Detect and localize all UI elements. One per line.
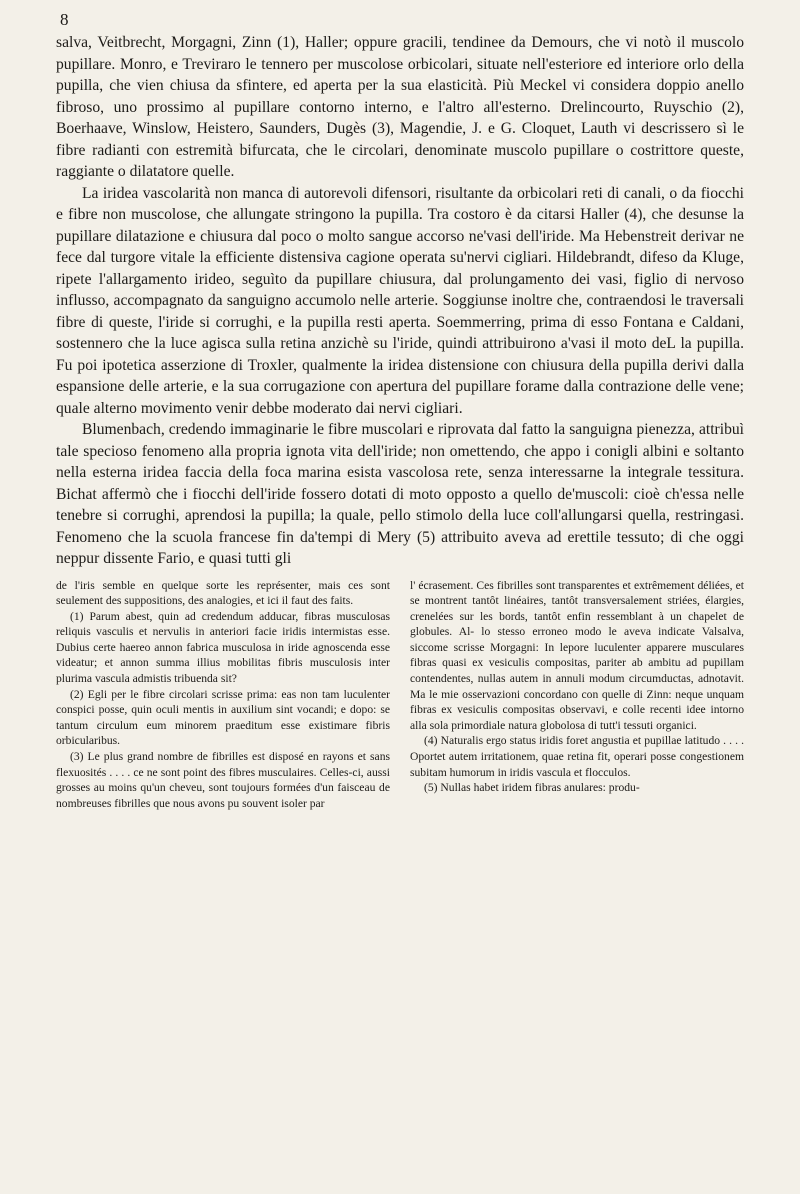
paragraph: La iridea vascolarità non manca di autorevoli difensori, risultante da orbicolari reti di canali, o da fiocchi e fibre non muscolose, che allungate stringono la pupilla. Tra costoro è da citarsi Haller (4), che desunse la pupillare dilatazione e chiusura dal poco o molto sangue accorso ne'vasi dell'iride. Ma Hebenstreit derivar ne fece dal turgore vitale la efficiente distensiva cagione operata su'nervi cigliari. Hildebrandt, difeso da Kluge, ripete l'allargamento irideo, seguìto da pupillare chiusura, dal prolungamento dei vasi, figlio di nervoso influsso, accompagnato da sanguigno accumolo nelle arterie. Soggiunse inoltre che, contraendosi le traversali fibre di queste, l'iride si corrughi, e la pupilla resti aperta. Soemmerring, prima di esso Fontana e Caldani, sostennero che la luce agisca sulla retina anzichè su l'iride, quindi attribuirono a'vasi il moto deL la pupilla. Fu poi ipotetica asserzione di Troxler, qualmente la iridea distensione con chiusura della pupilla derivi dalla espansione delle arterie, e la sua corrugazione con apertura del pupillare forame dalla contrazione delle vene; quale alterno movimento venir debbe moderato dai nervi cigliari.	[56, 184, 744, 417]
footnote: (1) Parum abest, quin ad credendum adducar, fibras musculosas reliquis vasculis et nervulis in anteriori facie iridis intermistas esse. Dubius certe haereo annon fabrica musculosa in iride agnoscenda esse videatur; et annon summa illius mobilitas fibris musculosis inter plurima vascula admistis tribuenda sit?	[56, 609, 390, 686]
paragraph: Blumenbach, credendo immaginarie le fibre muscolari e riprovata dal fatto la sanguigna pienezza, attribuì tale specioso fenomeno alla propria ignota vita dell'iride; non omettendo, che appo i conigli albini e soltanto nella esterna iridea faccia della foca marina esista vascolosa rete, senza interessarne la integrale tessitura. Bichat affermò che i fiocchi dell'iride fossero dotati di moto opposto a quello de'muscoli: cioè ch'essa nelle tenebre si corrughi, aprendosi la pupilla; la quale, pello stimolo della luce coll'allungarsi quella, restringasi. Fenomeno che la scuola francese fin da'tempi di Mery (5) attribuito aveva ad erettile tessuto; di che oggi neppur dissente Fario, e quasi tutti gli	[56, 421, 744, 567]
footnote: (5) Nullas habet iridem fibras anulares: produ-	[424, 781, 640, 795]
footnote: (4) Naturalis ergo status iridis foret angustia et pupillae latitudo . . . . Oportet autem irritationem, quae retina fit, operari posse congestionem subitam humorum in iridis vascula et flocculos.	[410, 734, 744, 779]
main-text	[56, 32, 744, 570]
footnote: (3) Le plus grand nombre de fibrilles est disposé en rayons et sans flexuosités . . . . ce ne sont point des fibres musculaires. Celles-ci, aussi grosses au moins qu'un cheveu, sont toujours formées d'un faisceau de nombreuses fibrilles que nous avons pu souvent isoler par	[56, 750, 390, 810]
footnotes	[56, 578, 744, 812]
footnote: l' écrasement. Ces fibrilles sont transparentes et extrêmement déliées, et se montrent tantôt linéaires, tantôt transversalement striées, élargies, crenelées sur les bords, tantôt enfin ressemblant à un chapelet de globules. Al- lo stesso erroneo modo le aveva indicate Valsalva, siccome scrisse Morgagni: In lepore luculenter apparere musculares fibras quasi ex vesiculis compositas, pariter ab ambitu ad pupillam contendentes, nullas autem in annuli modum circumductas, adnotavit. Ma le mie osservazioni concordano con quelle di Zinn: neque unquam fibras ex vesiculis compositas observavi, e colle recenti idee intorno alla sola primordiale natura globolosa di tutt'i tessuti organici.	[410, 578, 744, 732]
footnote: (2) Egli per le fibre circolari scrisse prima: eas non tam luculenter conspici posse, quin oculi mentis in auxilium sint vocandi; e dopo: se tantum circulum eum minorem praeditum esse existimare fibris orbicularibus.	[56, 687, 390, 748]
page-number: 8	[60, 10, 69, 29]
footnotes-left-column	[56, 578, 390, 812]
paragraph: salva, Veitbrecht, Morgagni, Zinn (1), Haller; oppure gracili, tendinee da Demours, che vi notò il muscolo pupillare. Monro, e Treviraro le tennero per muscolose orbicolari, situate nell'esteriore ed interiore orlo della pupilla, che vien chiusa da sfintere, ed aperta per la sua elasticità. Più Meckel vi considera doppio anello fibroso, uno prossimo al pupillare contorno interno, e l'altro all'esterno. Drelincourto, Ruyschio (2), Boerhaave, Winslow, Heistero, Saunders, Dugès (3), Magendie, J. e G. Cloquet, Lauth vi descrissero sì le fibre radianti con estremità bifurcata, che le circolari, denominate muscolo pupillare o costrittore queste, raggiante o dilatatore quelle.	[56, 34, 744, 180]
footnotes-right-column	[410, 578, 744, 812]
footnote: de l'iris semble en quelque sorte les représenter, mais ces sont seulement des suppositions, des analogies, et ici il faut des faits.	[56, 578, 390, 608]
